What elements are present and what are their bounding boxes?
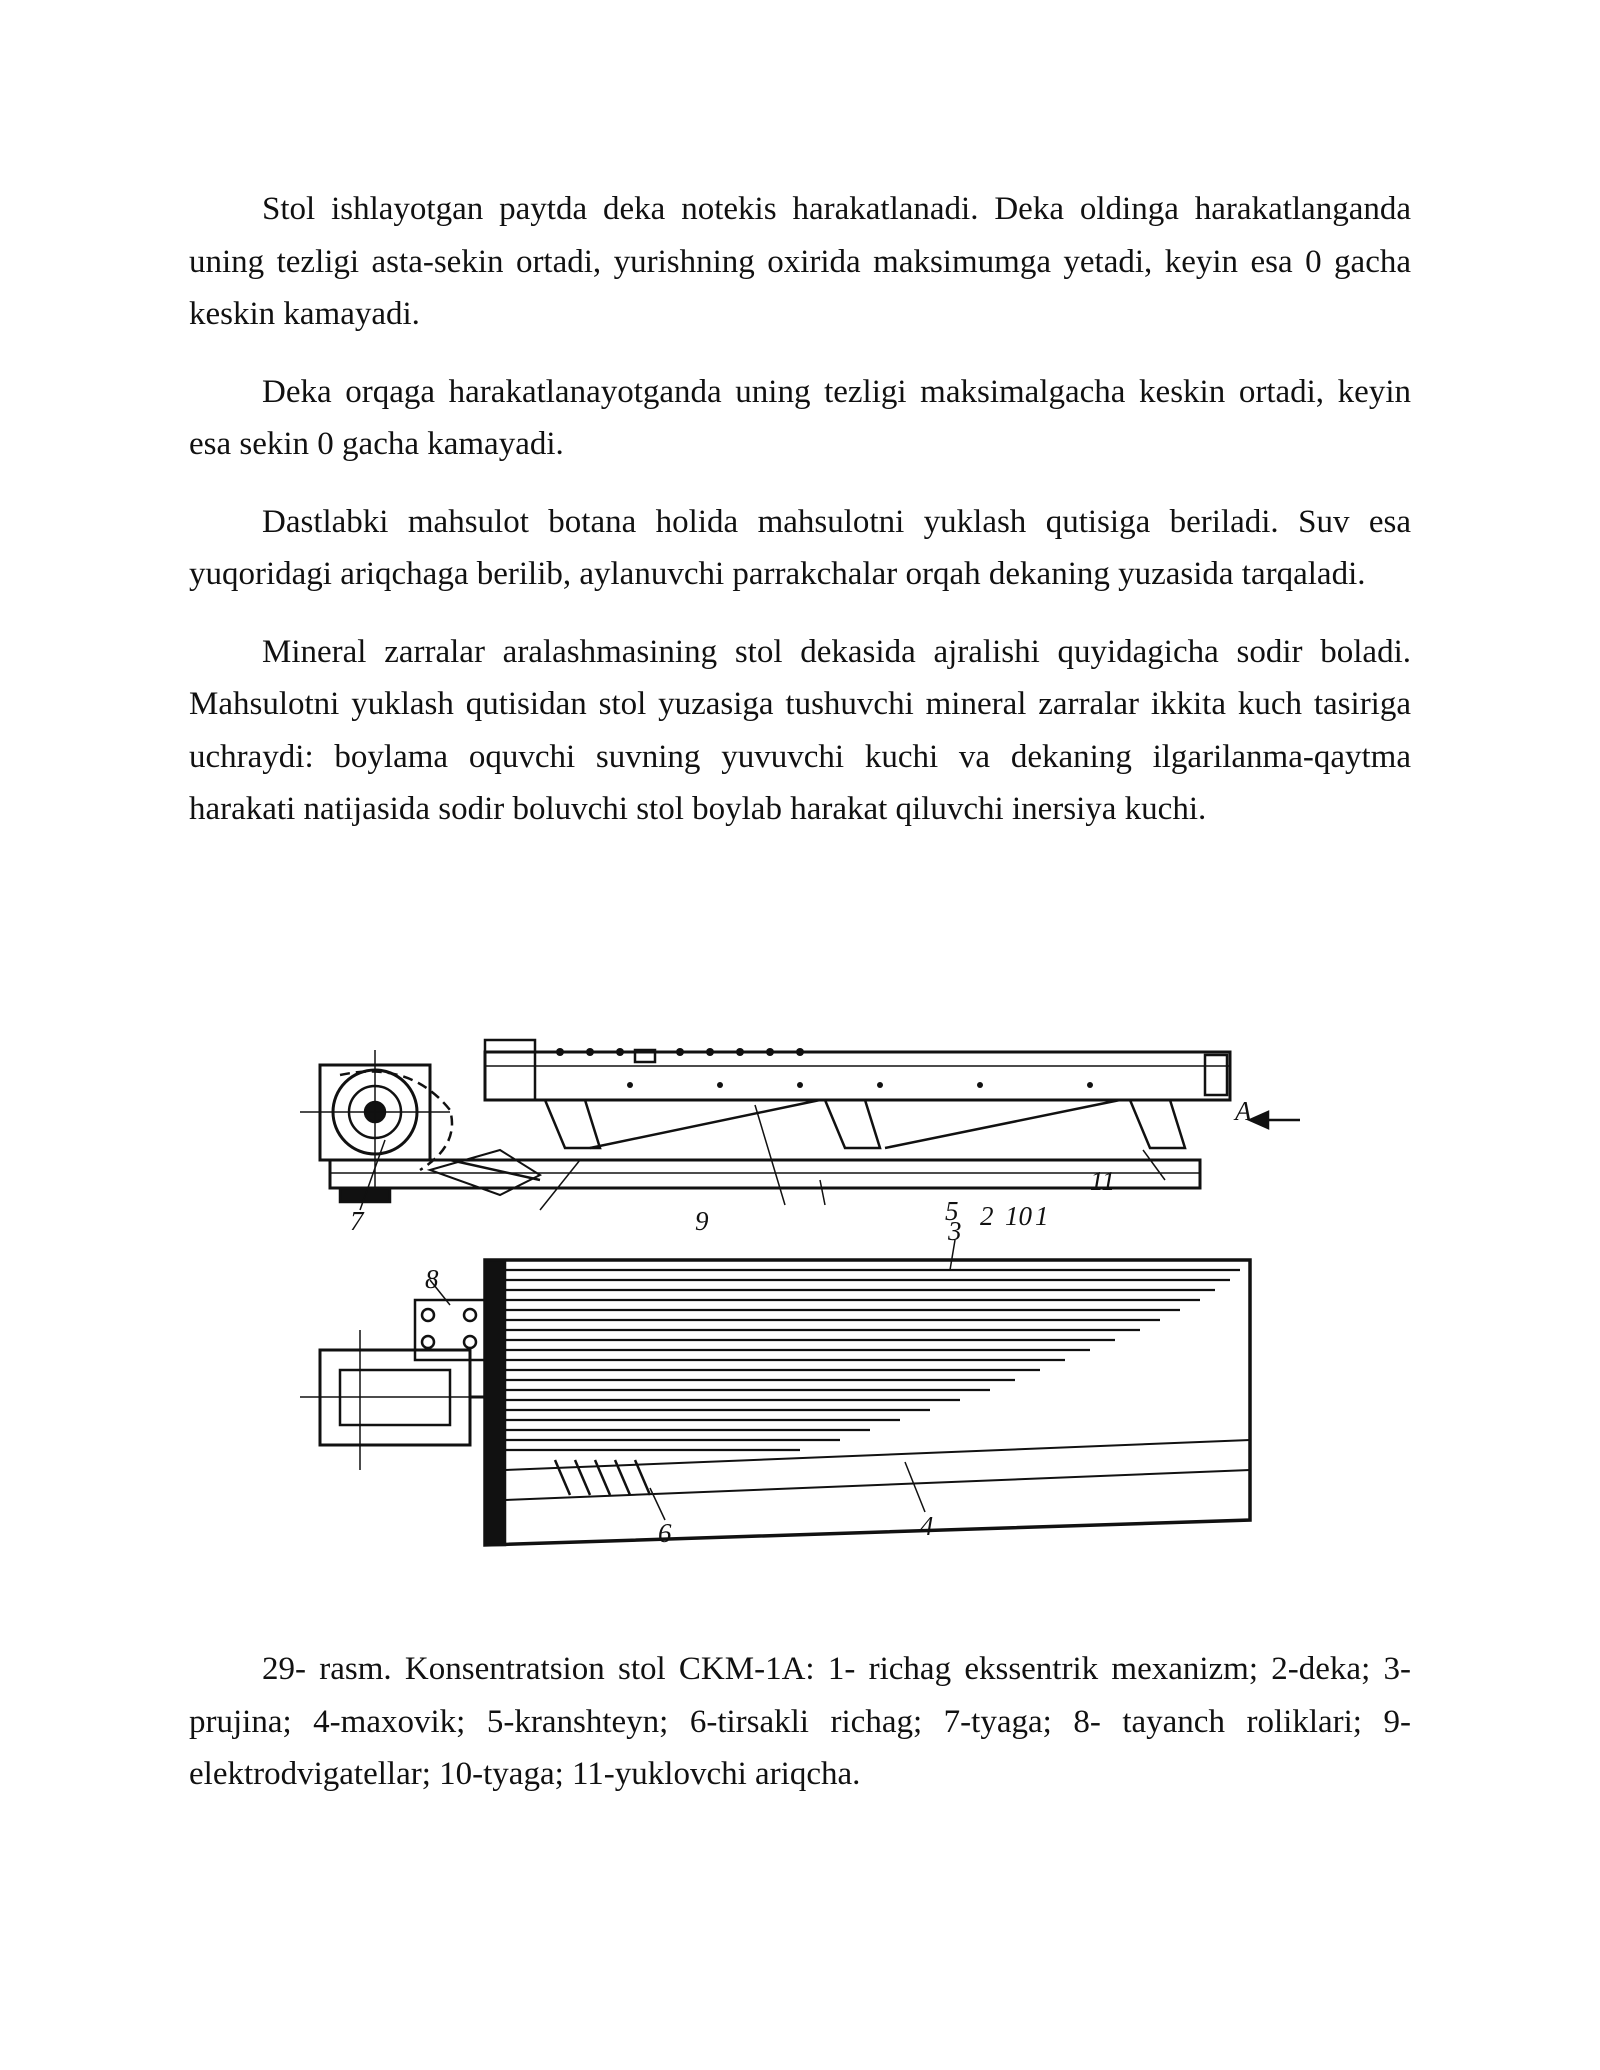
label-6: 6: [658, 1518, 672, 1548]
label-9: 9: [695, 1206, 709, 1236]
label-3: 3: [948, 1216, 962, 1246]
paragraph-4: Mineral zarralar aralashmasining stol dekasida ajralishi quyidagicha sodir boladi. Mahsulotni yuklash qutisidan stol yuzasiga tushuvchi mineral zarralar ikkita kuch tasiriga uchraydi: boylama oquvchi suvning yuvuvchi kuchi va dekaning ilgarilanma-qaytma harakati natijasida sodir boluvchi stol boylab harakat qiluvchi inersiya kuchi.: [189, 633, 1411, 827]
label-1: 1: [1035, 1201, 1049, 1231]
label-7: 7: [350, 1206, 364, 1236]
figure-caption: [189, 1643, 1411, 1801]
label-8: 8: [425, 1264, 439, 1294]
deck-riffles: [505, 1270, 1240, 1450]
side-view: [300, 1040, 1300, 1210]
paragraph-2: Deka orqaga harakatlanayotganda uning tezligi maksimalgacha keskin ortadi, keyin esa sekin 0 gacha kamayadi.: [189, 373, 1411, 462]
label-A: A: [1235, 1096, 1252, 1126]
label-2: 2: [980, 1201, 994, 1231]
technical-drawing: [300, 1030, 1300, 1560]
paragraph-1: Stol ishlayotgan paytda deka notekis harakatlanadi. Deka oldinga harakatlanganda uning tezligi asta-sekin ortadi, yurishning oxirida maksimumga yetadi, keyin esa 0 gacha keskin kamayadi.: [189, 191, 1411, 332]
label-4: 4: [920, 1511, 934, 1541]
caption-text: 29- rasm. Konsentratsion stol CKM-1A: 1- richag ekssentrik mexanizm; 2-deka; 3-prujina; 4-maxovik; 5-kranshteyn; 6-tirsakli richag; 7-tyaga; 8- tayanch roliklari; 9-elektrodvigatellar; 10-tyaga; 11-yuklovchi ariqcha.: [189, 1651, 1411, 1792]
label-11: 11: [1090, 1166, 1115, 1196]
body-text: [189, 183, 1411, 861]
label-10: 10: [1005, 1201, 1032, 1231]
deck-rivets: [556, 1048, 1093, 1088]
concentration-table-figure: [300, 1030, 1300, 1560]
label-5: 5: [945, 1196, 959, 1226]
paragraph-3: Dastlabki mahsulot botana holida mahsulotni yuklash qutisiga beriladi. Suv esa yuqoridagi ariqchaga berilib, aylanuvchi parrakchalar orqah dekaning yuzasida tarqaladi.: [189, 503, 1411, 592]
plan-view: [300, 1240, 1250, 1545]
